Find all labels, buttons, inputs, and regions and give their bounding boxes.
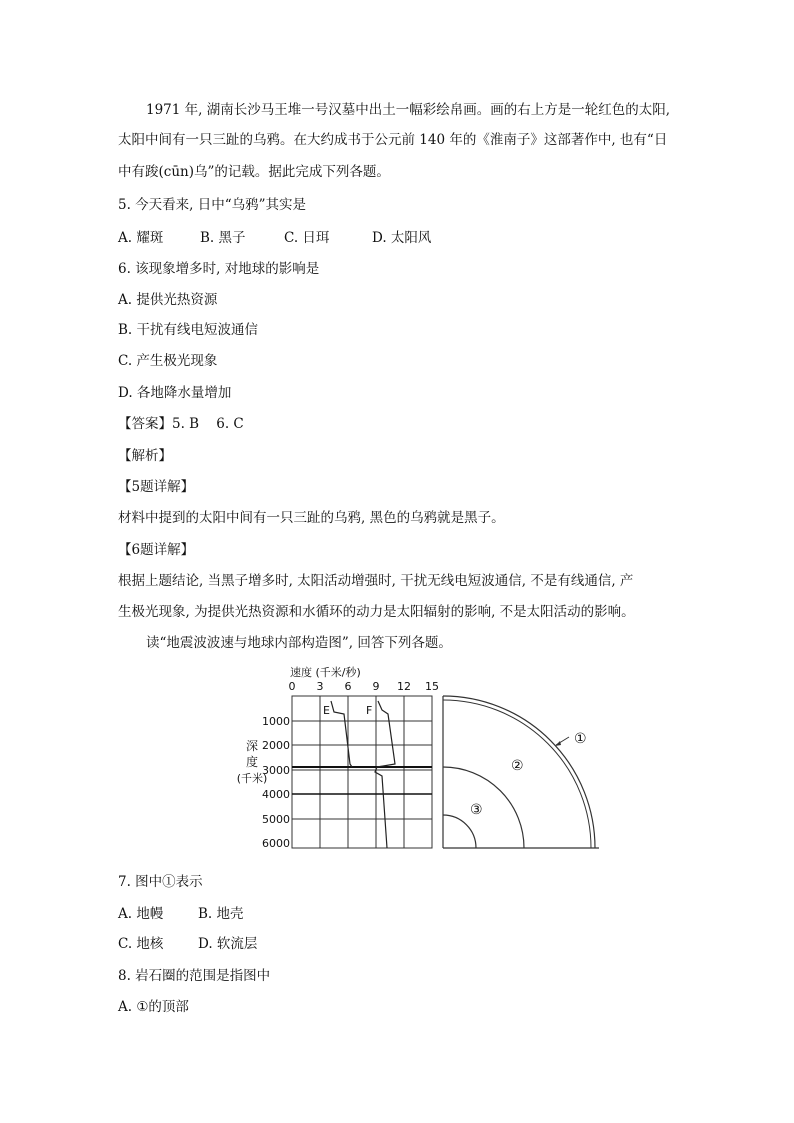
q6-option-b: B. 干扰有线电短波通信: [118, 322, 259, 338]
layer-1-label: ①: [574, 731, 587, 747]
depth-tick-2000: 2000: [262, 739, 290, 752]
depth-tick-6000: 6000: [262, 837, 290, 850]
intro-line-2: 太阳中间有一只三趾的乌鸦。在大约成书于公元前 140 年的《淮南子》这部著作中, 也有“日: [118, 132, 668, 148]
q8-option-a: A. ①的顶部: [118, 999, 189, 1015]
q6-detail-line-1: 根据上题结论, 当黑子增多时, 太阳活动增强时, 干扰无线电短波通信, 不是有线通信, 产: [118, 573, 634, 589]
q5-option-c: C. 日珥: [284, 230, 330, 246]
q5-stem: 5. 今天看来, 日中“乌鸦”其实是: [118, 197, 307, 213]
q7-option-a: A. 地幔: [118, 906, 164, 922]
depth-label-1: 深: [245, 739, 259, 753]
intro-line-1: 1971 年, 湖南长沙马王堆一号汉墓中出土一幅彩绘帛画。画的右上方是一轮红色的太阳,: [146, 102, 671, 118]
q5-options: [118, 228, 431, 248]
q6-stem: 6. 该现象增多时, 对地球的影响是: [118, 261, 320, 277]
q6-option-a: A. 提供光热资源: [118, 292, 218, 308]
analysis-label: 【解析】: [118, 448, 172, 464]
q5-option-a: A. 耀斑: [118, 230, 164, 246]
depth-label-3: (千米): [236, 772, 268, 785]
q7-option-c: C. 地核: [118, 936, 164, 952]
q5-detail-text: 材料中提到的太阳中间有一只三趾的乌鸦, 黑色的乌鸦就是黑子。: [118, 510, 505, 526]
q5-option-d: D. 太阳风: [372, 230, 432, 246]
q6-detail-label: 【6题详解】: [118, 542, 195, 558]
q7-option-b: B. 地壳: [198, 906, 244, 922]
speed-tick-12: 12: [397, 680, 411, 693]
curve-e-label: E: [323, 704, 330, 717]
speed-tick-3: 3: [316, 680, 324, 693]
speed-tick-9: 9: [372, 680, 380, 693]
q7-stem: 7. 图中①表示: [118, 874, 203, 890]
q6-detail-line-2: 生极光现象, 为提供光热资源和水循环的动力是太阳辐射的影响, 不是太阳活动的影响。: [118, 604, 635, 620]
q5-detail-label: 【5题详解】: [118, 479, 195, 495]
q7-options-row-1: [118, 904, 244, 924]
depth-tick-5000: 5000: [262, 813, 290, 826]
q6-option-c: C. 产生极光现象: [118, 353, 218, 369]
speed-tick-6: 6: [344, 680, 352, 693]
read-prompt: 读“地震波波速与地球内部构造图”, 回答下列各题。: [146, 635, 452, 651]
q8-stem: 8. 岩石圈的范围是指图中: [118, 968, 271, 984]
wave-curve-f: [375, 701, 395, 848]
depth-label-2: 度: [245, 755, 259, 769]
chart-grid: [292, 696, 432, 848]
intro-line-3: 中有踆(cūn)乌”的记载。据此完成下列各题。: [118, 164, 390, 180]
layer-3-label: ③: [470, 802, 483, 818]
curve-f-label: F: [366, 704, 373, 717]
answer-line: 【答案】5. B 6. C: [118, 416, 244, 432]
seismic-diagram-svg: [230, 664, 610, 859]
q7-option-d: D. 软流层: [198, 936, 258, 952]
q6-option-d: D. 各地降水量增加: [118, 385, 232, 401]
q5-option-b: B. 黑子: [200, 230, 246, 246]
q7-options-row-2: [118, 934, 257, 954]
speed-tick-15: 15: [425, 680, 439, 693]
depth-tick-1000: 1000: [262, 715, 290, 728]
speed-tick-0: 0: [288, 680, 296, 693]
depth-tick-3000: 3000: [262, 764, 290, 777]
wave-curve-e: [331, 701, 352, 767]
speed-axis-label: 速度 (千米/秒): [290, 666, 361, 679]
seismic-diagram: [230, 664, 610, 859]
depth-tick-4000: 4000: [262, 788, 290, 801]
layer-2-label: ②: [511, 758, 524, 774]
